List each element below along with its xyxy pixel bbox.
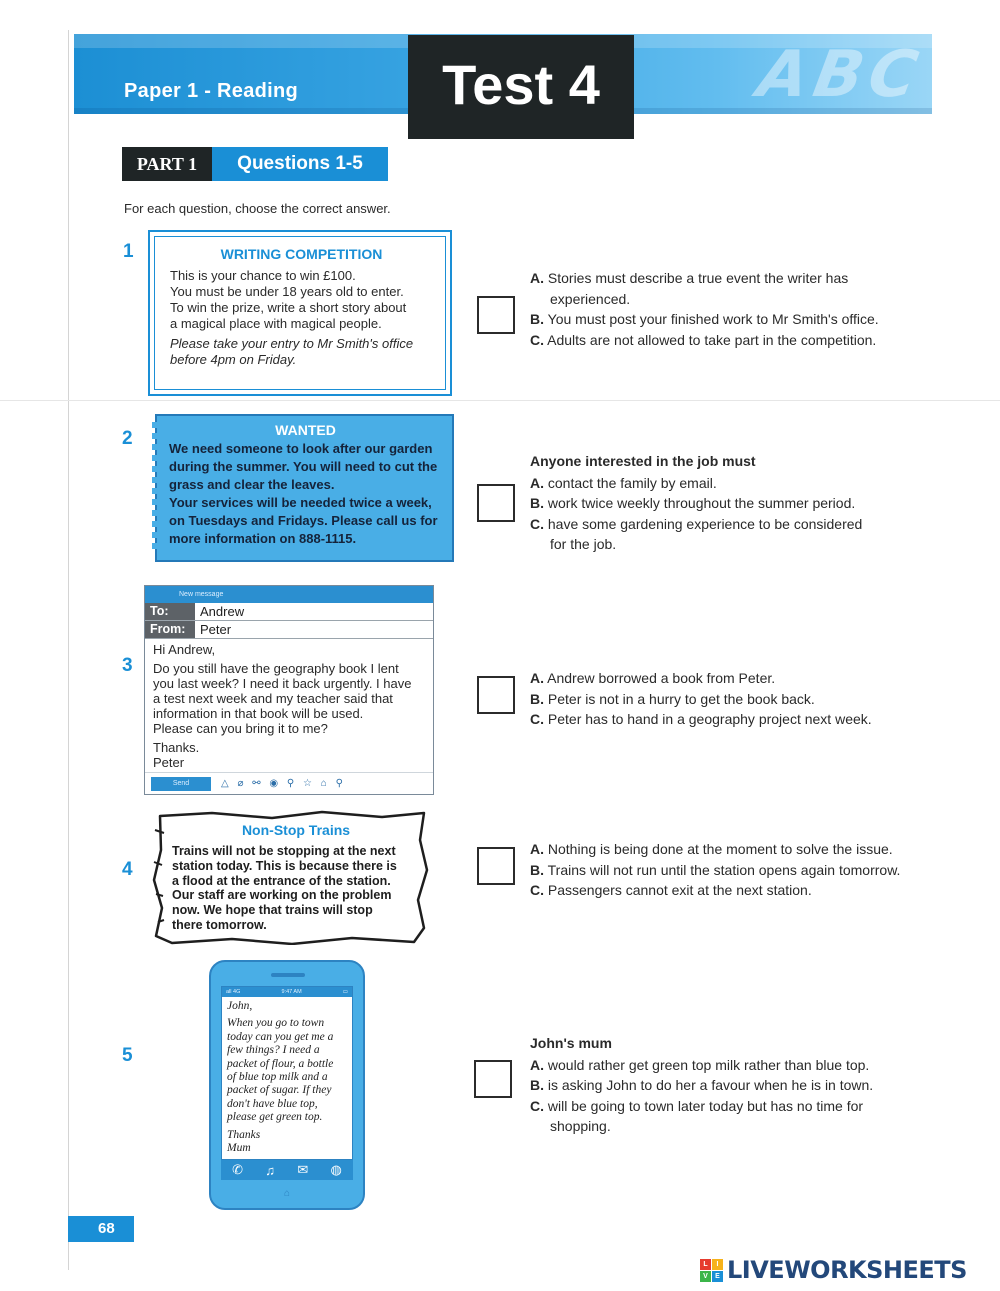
test-title-box	[408, 35, 634, 139]
option-a	[530, 268, 910, 309]
email-line: you last week? I need it back urgently. I have	[153, 676, 412, 691]
option-c	[530, 1096, 915, 1137]
option-letter: A.	[530, 270, 544, 286]
options-2	[530, 451, 880, 555]
option-letter: B.	[530, 495, 544, 511]
phone-speaker	[271, 973, 305, 977]
question-number-5: 5	[122, 1045, 133, 1066]
part-badge: PART 1	[122, 147, 212, 181]
divider	[0, 400, 1000, 401]
notice-line: To win the prize, write a short story about	[170, 300, 407, 315]
notice-title: WANTED	[275, 422, 336, 438]
home-icon: ⌂	[283, 1188, 291, 1199]
notice-line: before 4pm on Friday.	[170, 352, 297, 367]
option-a	[530, 473, 880, 494]
page-edge	[68, 30, 69, 1270]
options-3	[530, 668, 900, 730]
notice-body	[172, 844, 420, 933]
liveworksheets-brand	[700, 1256, 967, 1284]
email-line: Please can you bring it to me?	[153, 721, 328, 736]
option-c	[530, 880, 930, 901]
banner-decoration: ABC	[752, 38, 929, 112]
test-title: Test 4	[442, 53, 600, 116]
non-stop-trains-notice	[152, 810, 430, 945]
phone-screen	[221, 986, 353, 1160]
email-line: Do you still have the geography book I lent	[153, 661, 399, 676]
option-letter: C.	[530, 882, 544, 898]
signal-status: all 4G	[226, 989, 241, 995]
message-line: packet of sugar. If they	[227, 1084, 332, 1097]
notice-content	[172, 822, 420, 933]
message-line: few things? I need a	[227, 1044, 320, 1057]
option-letter: B.	[530, 311, 544, 327]
option-text: would rather get green top milk rather than blue top.	[547, 1056, 870, 1073]
phone-call-icon: ✆	[232, 1162, 244, 1177]
from-value: Peter	[200, 622, 232, 637]
email-closing: Thanks.	[153, 740, 200, 755]
notice-line: a flood at the entrance of the station.	[172, 873, 391, 888]
option-c	[530, 709, 900, 730]
message-line: of blue top milk and a	[227, 1071, 328, 1084]
option-text: Andrew borrowed a book from Peter.	[547, 670, 776, 686]
notice-line: Our staff are working on the problem	[172, 888, 392, 903]
send-button: Send	[151, 777, 211, 791]
answer-box-2[interactable]	[477, 484, 515, 522]
logo-letter: E	[712, 1271, 723, 1282]
message-greeting: John,	[227, 1000, 253, 1012]
option-text: work twice weekly throughout the summer period.	[547, 495, 856, 511]
mail-icon: ✉	[297, 1162, 309, 1177]
instruction-text: For each question, choose the correct answer.	[124, 201, 391, 216]
email-message	[144, 585, 434, 795]
option-a	[530, 839, 930, 860]
notice-line: there tomorrow.	[172, 917, 267, 932]
option-b	[530, 860, 930, 881]
notice-line: This is your chance to win £100.	[170, 268, 356, 283]
option-a	[530, 1055, 915, 1076]
option-c	[530, 330, 910, 351]
notice-line: a magical place with magical people.	[170, 316, 382, 331]
logo-letter: V	[700, 1271, 711, 1282]
notice-line: You must be under 18 years old to enter.	[170, 284, 404, 299]
email-body	[145, 639, 433, 770]
option-b	[530, 493, 880, 514]
message-line: please get green top.	[227, 1111, 323, 1124]
phone-dock	[221, 1160, 353, 1180]
attachment-icons: △ ⌀ ⚯ ◉ ⚲ ☆ ⌂ ⚲	[221, 778, 346, 789]
option-text: will be going to town later today but has no time for shopping.	[547, 1097, 864, 1134]
notice-line: grass and clear the leaves.	[169, 477, 335, 492]
globe-icon: ◍	[330, 1162, 342, 1177]
option-text: Passengers cannot exit at the next station.	[547, 882, 812, 898]
option-letter: C.	[530, 331, 544, 348]
option-text: Stories must describe a true event the writer has experienced.	[547, 270, 849, 307]
notice-body	[170, 268, 433, 332]
option-text: Peter is not in a hurry to get the book back.	[547, 690, 815, 707]
option-letter: B.	[530, 690, 544, 707]
notice-title: WRITING COMPETITION	[220, 246, 383, 262]
text-message	[222, 997, 352, 1158]
email-to-row	[145, 603, 433, 621]
notice-body	[169, 440, 442, 548]
email-topbar: New message	[145, 586, 433, 603]
music-icon: ♫	[265, 1162, 276, 1178]
to-label: To:	[145, 603, 195, 620]
option-letter: B.	[530, 861, 544, 878]
writing-competition-notice	[148, 230, 452, 396]
battery-icon: ▭	[342, 989, 348, 995]
paper-label: Paper 1 - Reading	[124, 80, 299, 102]
option-letter: C.	[530, 515, 544, 532]
from-label: From:	[145, 621, 195, 638]
option-a	[530, 668, 900, 689]
option-b	[530, 1075, 915, 1096]
email-greeting: Hi Andrew,	[153, 642, 216, 657]
notice-line: during the summer. You will need to cut the	[169, 459, 438, 474]
question-number-4: 4	[122, 859, 133, 880]
notice-line: station today. This is because there is	[172, 858, 397, 873]
email-line: information in that book will be used.	[153, 706, 364, 721]
option-letter: C.	[530, 711, 544, 727]
notice-line: Please take your entry to Mr Smith's office	[170, 336, 414, 351]
brand-name: LIVEWORKSHEETS	[727, 1256, 967, 1284]
option-letter: B.	[530, 1077, 544, 1093]
notice-line: now. We hope that trains will stop	[172, 903, 373, 918]
answer-box-5[interactable]	[474, 1060, 512, 1098]
brand-logo-icon	[700, 1259, 723, 1282]
email-signature: Peter	[153, 755, 185, 770]
message-line: today can you get me a	[227, 1030, 334, 1043]
option-b	[530, 309, 910, 330]
option-text: have some gardening experience to be considered for the job.	[547, 515, 863, 552]
option-c	[530, 514, 880, 555]
options-1	[530, 268, 910, 350]
option-text: Peter has to hand in a geography project next week.	[547, 711, 872, 727]
notice-line: Your services will be needed twice a week,	[169, 495, 432, 510]
status-time: 9:47 AM	[281, 989, 302, 995]
option-b	[530, 689, 900, 710]
answer-box-3[interactable]	[477, 676, 515, 714]
wanted-notice	[155, 414, 454, 562]
message-line: don't have blue top,	[227, 1097, 318, 1110]
notice-inner-border	[154, 236, 446, 390]
message-signature: Mum	[227, 1142, 251, 1155]
notice-line: We need someone to look after our garden	[169, 441, 433, 456]
email-from-row	[145, 621, 433, 639]
option-text: Adults are not allowed to take part in the competition.	[547, 331, 877, 348]
question-stem: John's mum	[530, 1035, 612, 1051]
question-number-2: 2	[122, 428, 133, 449]
notice-line: Trains will not be stopping at the next	[172, 844, 396, 858]
email-toolbar	[145, 772, 433, 794]
message-closing: Thanks	[227, 1128, 261, 1141]
notice-title: Non-Stop Trains	[241, 822, 351, 838]
option-text: Nothing is being done at the moment to solve the issue.	[547, 841, 893, 857]
message-line: When you go to town	[227, 1017, 325, 1030]
options-5	[530, 1033, 915, 1137]
option-text: Trains will not run until the station opens again tomorrow.	[547, 861, 901, 878]
options-4	[530, 839, 930, 901]
answer-box-1[interactable]	[477, 296, 515, 334]
option-letter: A.	[530, 474, 544, 491]
page-number: 68	[68, 1216, 134, 1242]
phone-illustration	[209, 960, 365, 1210]
message-line: packet of flour, a bottle	[227, 1057, 334, 1070]
option-text: contact the family by email.	[547, 474, 717, 491]
option-letter: A.	[530, 841, 544, 857]
logo-letter: L	[700, 1259, 711, 1270]
notice-line: more information on 888-1115.	[169, 531, 357, 546]
option-letter: A.	[530, 1056, 544, 1073]
option-letter: A.	[530, 670, 544, 686]
notice-note	[170, 336, 433, 368]
question-number-3: 3	[122, 655, 133, 676]
option-letter: C.	[530, 1097, 544, 1114]
notice-line: on Tuesdays and Fridays. Please call us for	[169, 513, 438, 528]
question-number-1: 1	[123, 241, 134, 262]
phone-status-bar	[222, 987, 352, 997]
email-line: a test next week and my teacher said that	[153, 691, 393, 706]
option-text: You must post your finished work to Mr Smith's office.	[547, 311, 879, 327]
logo-letter: I	[712, 1259, 723, 1270]
to-value: Andrew	[200, 604, 245, 619]
answer-box-4[interactable]	[477, 847, 515, 885]
option-text: is asking John to do her a favour when he is in town.	[547, 1077, 874, 1093]
questions-badge: Questions 1-5	[212, 147, 388, 181]
question-stem: Anyone interested in the job must	[530, 453, 756, 469]
